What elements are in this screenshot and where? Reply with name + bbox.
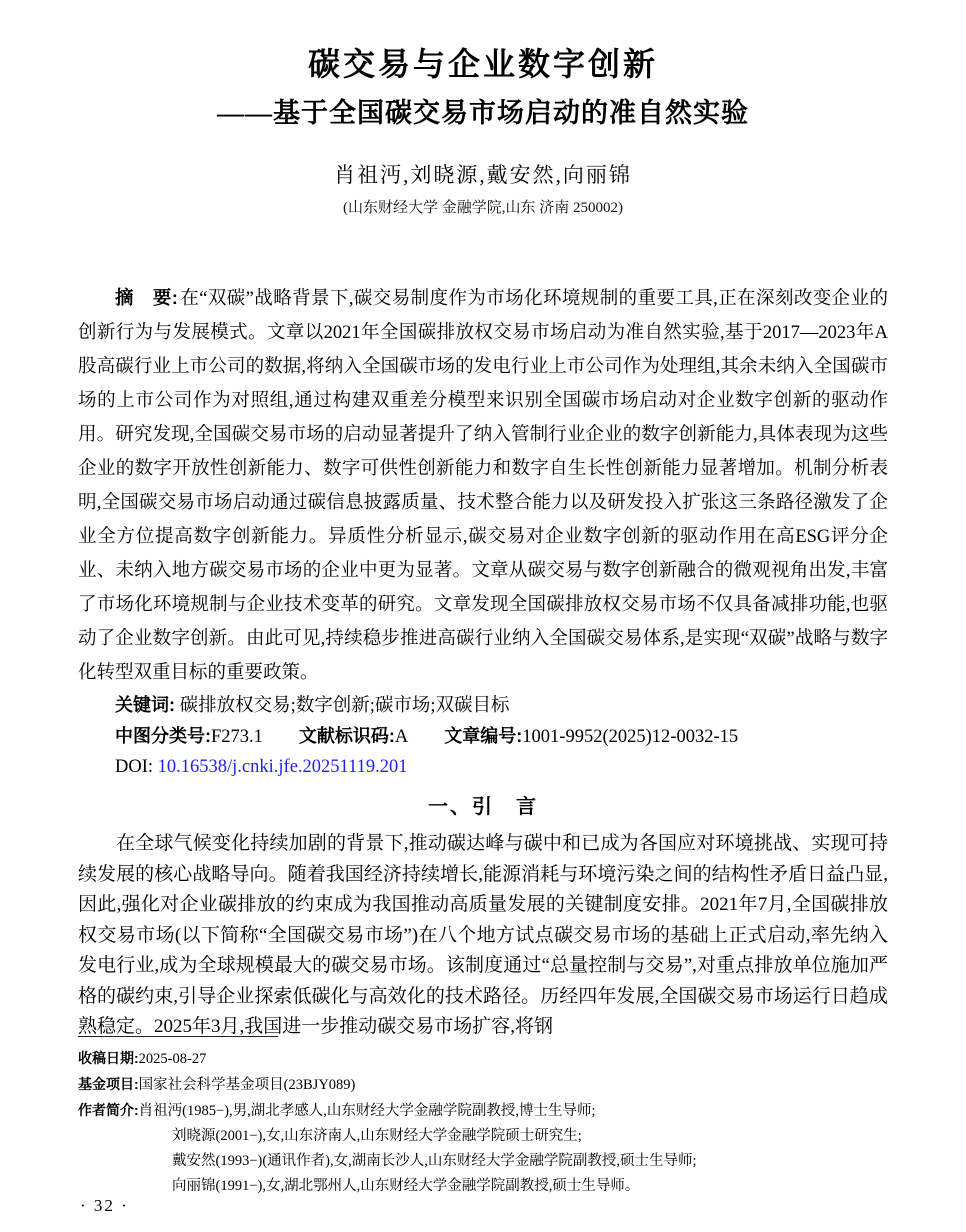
bio-line: 刘晓源(2001−),女,山东济南人,山东财经大学金融学院硕士研究生; xyxy=(172,1128,582,1144)
section-heading: 一、引 言 xyxy=(428,796,538,819)
keywords-text: 碳排放权交易;数字创新;碳市场;双碳目标 xyxy=(179,696,510,717)
keywords-line xyxy=(78,690,888,721)
bio-label: 作者简介: xyxy=(78,1102,139,1118)
classification-line xyxy=(78,721,888,752)
doc-code-value: A xyxy=(394,727,409,748)
affiliation-line: (山东财经大学 金融学院,山东 济南 250002) xyxy=(343,200,623,217)
intro-paragraph: 在全球气候变化持续加剧的背景下,推动碳达峰与碳中和已成为各国应对环境挑战、实现可持续发展的核心战略导向。随着我国经济持续增长,能源消耗与环境污染之间的结构性矛盾日益凸显,因此,强化对企业碳排放的约束成为我国推动高质量发展的关键制度安排。2021年7月,全国碳排放权交易市场(以下简称“全国碳交易市场”)在八个地方试点碳交易市场的基础上正式启动,率先纳入发电行业,成为全球规模最大的碳交易市场。该制度通过“总量控制与交易”,对重点排放单位施加严格的碳约束,引导企业探索低碳化与高效化的技术路径。历经四年发展,全国碳交易市场运行日趋成熟稳定。2025年3月,我国进一步推动碳交易市场扩容,将钢 xyxy=(78,833,888,1038)
footnote-block xyxy=(78,1036,888,1199)
clc-value: F273.1 xyxy=(211,727,263,748)
authors-line: 肖祖沔,刘晓源,戴安然,向丽锦 xyxy=(334,163,632,188)
doi-link[interactable]: 10.16538/j.cnki.jfe.20251119.201 xyxy=(157,757,408,778)
article-id-value: 1001-9952(2025)12-0032-15 xyxy=(522,727,739,748)
received-line xyxy=(78,1046,888,1072)
article-id-label: 文章编号: xyxy=(444,726,523,747)
abstract-section xyxy=(78,281,888,782)
received-value: 2025-08-27 xyxy=(138,1051,207,1067)
fund-value: 国家社会科学基金项目(23BJY089) xyxy=(138,1077,356,1093)
abstract-label: 摘 要: xyxy=(115,287,178,309)
fund-line xyxy=(78,1072,888,1098)
doc-code-label: 文献标识码: xyxy=(298,726,395,747)
abstract-text: 在“双碳”战略背景下,碳交易制度作为市场化环境规制的重要工具,正在深刻改变企业的创新行为与发展模式。文章以2021年全国碳排放权交易市场启动为准自然实验,基于2017—2023年A股高碳行业上市公司的数据,将纳入全国碳市场的发电行业上市公司作为处理组,其余未纳入全国碳市场的上市公司作为对照组,通过构建双重差分模型来识别全国碳市场启动对企业数字创新的驱动作用。研究发现,全国碳交易市场的启动显著提升了纳入管制行业企业的数字创新能力,具体表现为这些企业的数字开放性创新能力、数字可供性创新能力和数字自生长性创新能力显著增加。机制分析表明,全国碳交易市场启动通过碳信息披露质量、技术整合能力以及研发投入扩张这三条路径激发了企业全方位提高数字创新能力。异质性分析显示,碳交易对企业数字创新的驱动作用在高ESG评分企业、未纳入地方碳交易市场的企业中更为显著。文章从碳交易与数字创新融合的微观视角出发,丰富了市场化环境规制与企业技术变革的研究。文章发现全国碳排放权交易市场不仅具备减排功能,也驱动了企业数字创新。由此可见,持续稳步推进高碳行业纳入全国碳交易体系,是实现“双碳”战略与数字化转型双重目标的重要政策。 xyxy=(78,289,888,684)
page-number: · 32 · xyxy=(80,1196,129,1215)
received-label: 收稿日期: xyxy=(78,1050,139,1066)
clc-label: 中图分类号: xyxy=(115,726,211,747)
doi-line xyxy=(78,752,888,782)
doi-label: DOI: xyxy=(115,757,154,778)
bio-text: 肖祖沔(1985−),男,湖北孝感人,山东财经大学金融学院副教授,博士生导师; xyxy=(138,1103,596,1119)
paper-subtitle: ——基于全国碳交易市场启动的准自然实验 xyxy=(217,98,749,128)
footnote-divider xyxy=(78,1036,278,1037)
keywords-label: 关键词: xyxy=(115,695,175,716)
fund-label: 基金项目: xyxy=(78,1076,139,1092)
bio-line: 戴安然(1993−)(通讯作者),女,湖南长沙人,山东财经大学金融学院副教授,硕士生导师; xyxy=(172,1153,697,1169)
bio-line: 向丽锦(1991−),女,湖北鄂州人,山东财经大学金融学院副教授,硕士生导师。 xyxy=(172,1178,640,1194)
bio-line xyxy=(78,1098,888,1124)
abstract-paragraph xyxy=(78,281,888,690)
paper-title: 碳交易与企业数字创新 xyxy=(307,46,658,82)
